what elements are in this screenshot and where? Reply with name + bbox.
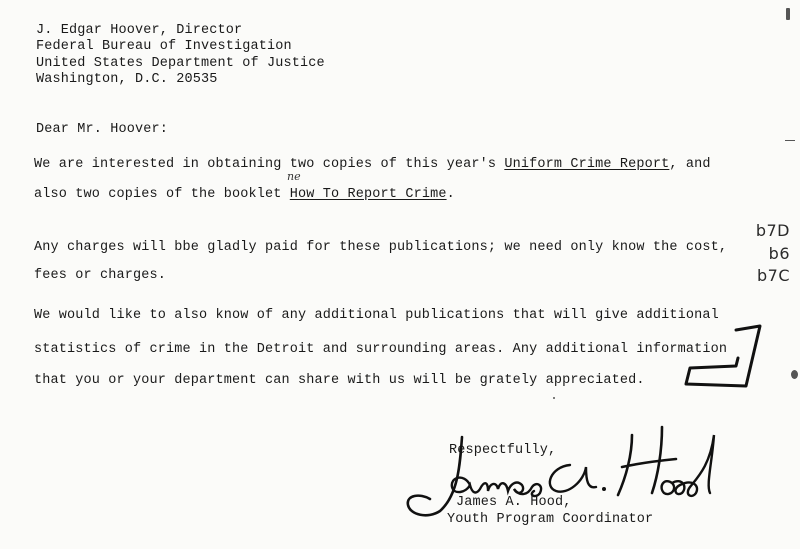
p1-text-start: We are interested in obtaining two copies of this year's (34, 157, 505, 172)
scan-speck (791, 370, 798, 379)
paragraph-1-line-1 (34, 157, 711, 173)
handwritten-note: ne (287, 170, 301, 183)
exemption-code-b6: b6 (768, 244, 790, 263)
paragraph-2-line-1: Any charges will bbe gladly paid for these publications; we need only know the cost, (34, 240, 728, 255)
scan-speck (785, 140, 795, 141)
p1-line2-end: . (446, 187, 455, 202)
signer-name: James A. Hood, (456, 495, 572, 510)
paragraph-1-line-2 (34, 187, 455, 203)
p1-text-end: , and (669, 157, 711, 172)
hand-drawn-bracket-mark (676, 318, 766, 398)
paragraph-3-line-1: We would like to also know of any additional publications that will give additional (34, 308, 719, 323)
exemption-code-b7d: b7D (755, 221, 790, 240)
p1-line2-start: also two copies of the booklet (34, 187, 290, 202)
address-line-2: Federal Bureau of Investigation (36, 39, 292, 54)
paragraph-2-line-2: fees or charges. (34, 268, 167, 283)
scan-speck (553, 397, 555, 399)
scan-speck (786, 8, 790, 20)
address-line-4: Washington, D.C. 20535 (36, 72, 218, 87)
uniform-crime-report-title: Uniform Crime Report (504, 157, 670, 172)
salutation: Dear Mr. Hoover: (36, 122, 169, 137)
address-line-1: J. Edgar Hoover, Director (36, 23, 243, 38)
booklet-title: How To Report Crime (289, 187, 447, 202)
paragraph-3-line-3: that you or your department can share with us will be grately appreciated. (34, 373, 645, 388)
signer-title: Youth Program Coordinator (447, 512, 654, 527)
address-line-3: United States Department of Justice (36, 56, 325, 71)
paragraph-3-line-2: statistics of crime in the Detroit and surrounding areas. Any additional information (34, 342, 728, 357)
closing: Respectfully, (449, 443, 557, 458)
exemption-code-b7c: b7C (756, 266, 790, 285)
